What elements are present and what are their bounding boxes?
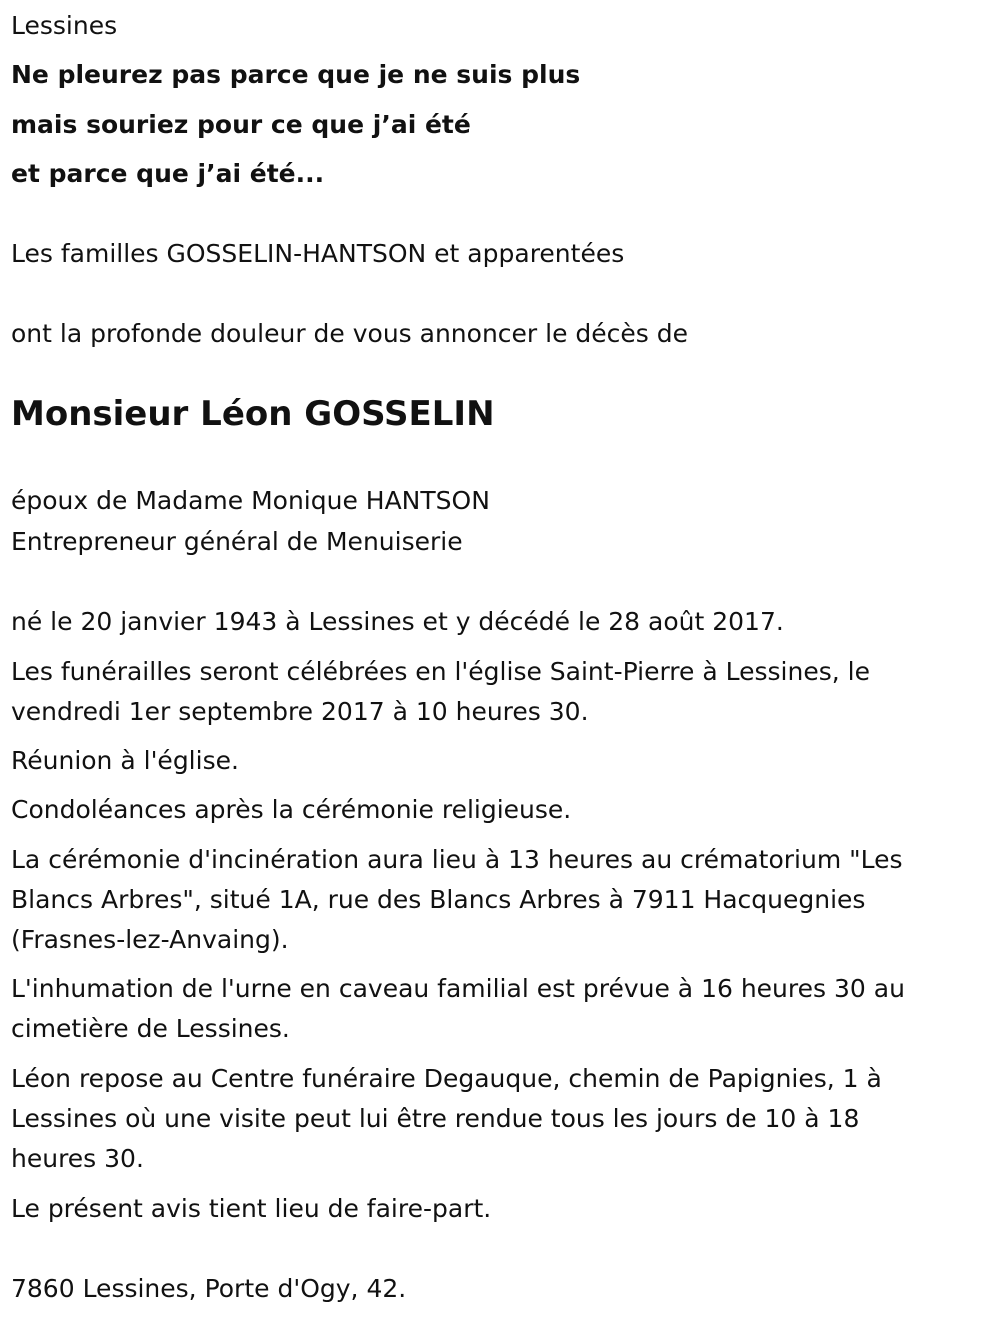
incineration-line-3: (Frasnes-lez-Anvaing). [11,925,289,954]
incineration-line-2: Blancs Arbres", situé 1A, rue des Blancs Arbres à 7911 Hacquegnies [11,885,866,914]
poem-line-2: mais souriez pour ce que j’ai été [11,110,471,139]
birth-death-line: né le 20 janvier 1943 à Lessines et y décédé le 28 août 2017. [11,607,784,636]
funeral-line-2: vendredi 1er septembre 2017 à 10 heures 30. [11,697,589,726]
incineration-line-1: La cérémonie d'incinération aura lieu à 13 heures au crématorium "Les [11,845,903,874]
header-city: Lessines [11,11,118,40]
visitation-line-3: heures 30. [11,1144,144,1173]
burial-line-1: L'inhumation de l'urne en caveau familial est prévue à 16 heures 30 au [11,974,905,1003]
funeral-line-1: Les funérailles seront célébrées en l'église Saint-Pierre à Lessines, le [11,657,870,686]
poem-line-3: et parce que j’ai été... [11,159,325,188]
announcement-line: ont la profonde douleur de vous annoncer le décès de [11,319,689,348]
notice-line: Le présent avis tient lieu de faire-part. [11,1194,492,1223]
families-line: Les familles GOSSELIN-HANTSON et apparentées [11,239,625,268]
poem-line-1: Ne pleurez pas parce que je ne suis plus [11,60,581,89]
spouse-line: époux de Madame Monique HANTSON [11,486,490,515]
burial-line-2: cimetière de Lessines. [11,1014,290,1043]
address-line: 7860 Lessines, Porte d'Ogy, 42. [11,1274,407,1303]
condolences-line: Condoléances après la cérémonie religieuse. [11,795,572,824]
occupation-line: Entrepreneur général de Menuiserie [11,527,463,556]
meeting-line: Réunion à l'église. [11,746,239,775]
visitation-line-1: Léon repose au Centre funéraire Degauque, chemin de Papignies, 1 à [11,1064,882,1093]
visitation-line-2: Lessines où une visite peut lui être rendue tous les jours de 10 à 18 [11,1104,860,1133]
deceased-name: Monsieur Léon GOSSELIN [11,394,495,434]
